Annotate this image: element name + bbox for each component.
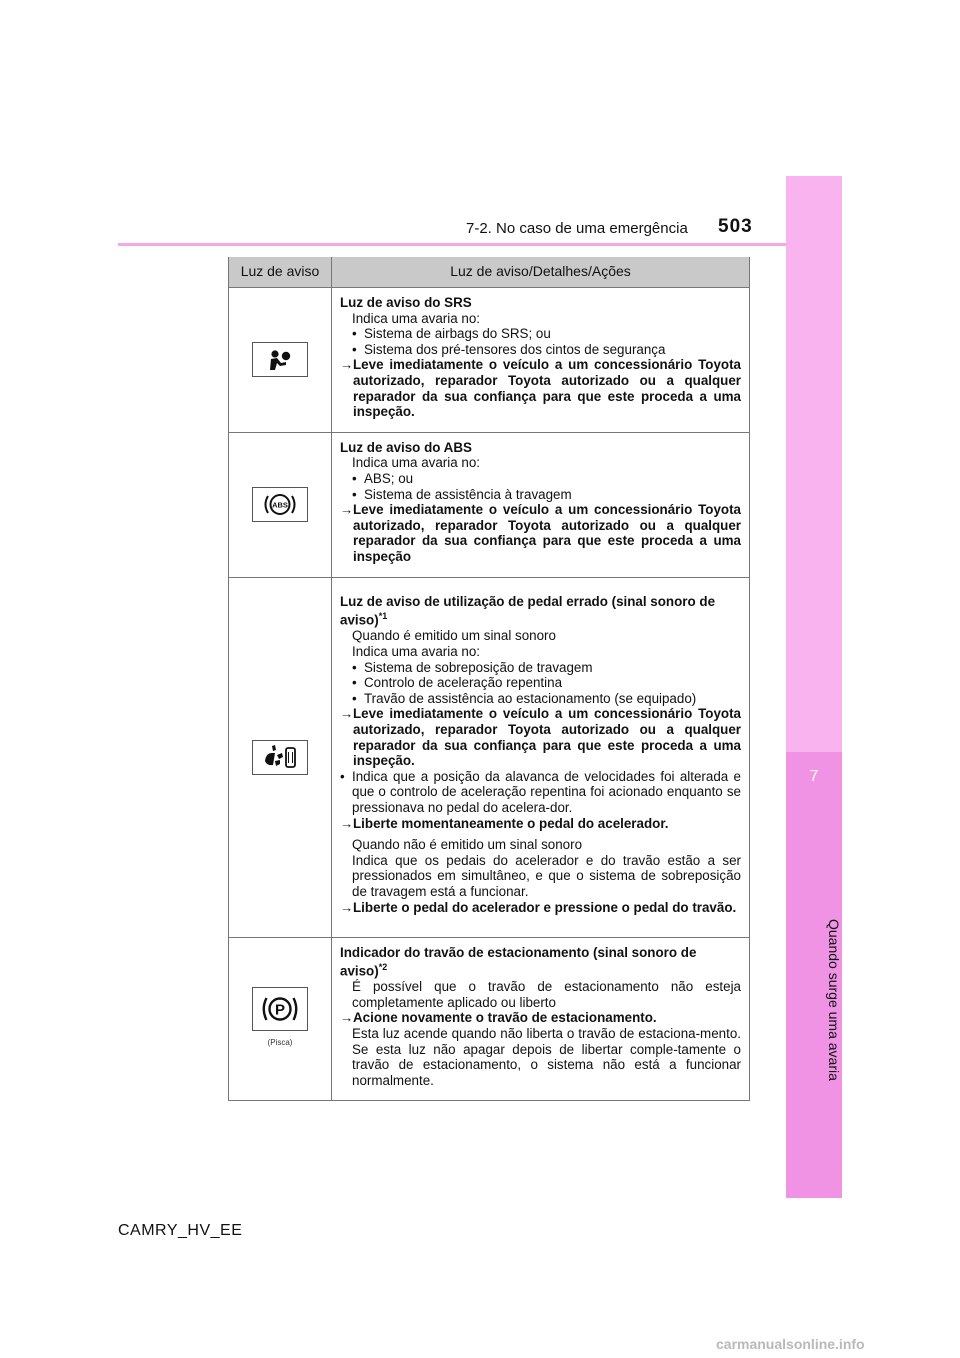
list-item: • ABS; ou (352, 470, 414, 486)
row-intro: Indica uma avaria no: (352, 644, 481, 660)
svg-text:ABS: ABS (272, 500, 288, 510)
icon-caption: (Pisca) (267, 1038, 293, 1048)
action-text: → Liberte momentaneamente o pedal do acelerador. (340, 815, 669, 831)
action-text: → Acione novamente o travão de estacionamento. (340, 1010, 657, 1026)
list-item: • Sistema de assistência à travagem (352, 486, 572, 502)
row-title: Luz de aviso de utilização de pedal errado (sinal sonoro de aviso)$^{*1}$ (340, 593, 716, 628)
list-item: • Indica que a posição da alavanca de velocidades foi alterada e que o controlo de aceleração repentina foi acionado enquanto se pressionava no pedal do acelera-dor. (340, 768, 741, 816)
row-intro: Indica uma avaria no: (352, 310, 481, 326)
svg-text:P: P (274, 1001, 286, 1019)
description-cell (332, 937, 750, 1101)
column-header-details: Luz de aviso/Detalhes/Ações (332, 257, 750, 288)
header-rule (118, 243, 840, 246)
chapter-number: 7 (809, 768, 819, 785)
table-row (229, 937, 750, 1101)
row-text: É possível que o travão de estacionamento não esteja completamente aplicado ou liberto (352, 979, 741, 1010)
parking-brake-icon (252, 987, 308, 1031)
list-item: • Controlo de aceleração repentina (352, 675, 563, 691)
description-cell (332, 577, 750, 937)
table-row (229, 288, 750, 433)
section-title: 7-2. No caso de uma emergência (466, 220, 688, 237)
table-header (229, 257, 750, 288)
description-cell (332, 432, 750, 577)
abs-icon (252, 487, 308, 522)
description-cell (332, 288, 750, 433)
srs-airbag-icon (252, 342, 308, 377)
action-text: → Leve imediatamente o veículo a um concessionário Toyota autorizado, reparador Toyota autorizado ou a qualquer reparador da sua confiança para que este proceda a uma inspeção. (340, 706, 741, 769)
action-text: → Leve imediatamente o veículo a um concessionário Toyota autorizado, reparador Toyota autorizado ou a qualquer reparador da sua confiança para que este proceda a uma inspeção (340, 502, 741, 564)
list-item: • Sistema dos pré-tensores dos cintos de segurança (352, 341, 666, 357)
page-number: 503 (718, 216, 753, 237)
chapter-title: Quando surge uma avaria (826, 919, 842, 1081)
pedal-misapplication-icon (252, 740, 308, 775)
column-header-light: Luz de aviso (229, 257, 332, 288)
warning-lights-table (228, 257, 750, 1101)
row-subheading: Quando é emitido um sinal sonoro (352, 628, 556, 644)
row-title: Luz de aviso do ABS (340, 439, 472, 455)
model-code: CAMRY_HV_EE (118, 1222, 243, 1239)
icon-cell (229, 937, 332, 1101)
action-text: → Leve imediatamente o veículo a um concessionário Toyota autorizado, reparador Toyota autorizado ou a qualquer reparador da sua confiança para que este proceda a uma inspeção. (340, 357, 741, 420)
icon-cell (229, 288, 332, 433)
list-item: • Travão de assistência ao estacionamento (se equipado) (352, 690, 697, 706)
table-row (229, 577, 750, 937)
list-item: • Sistema de airbags do SRS; ou (352, 326, 551, 342)
watermark: carmanualsonline.info (716, 1336, 865, 1352)
row-title: Luz de aviso do SRS (340, 295, 472, 310)
icon-cell (229, 432, 332, 577)
row-subheading: Quando não é emitido um sinal sonoro (352, 837, 583, 853)
action-text: → Liberte o pedal do acelerador e pressione o pedal do travão. (340, 899, 737, 915)
row-text: Indica que os pedais do acelerador e do travão estão a ser pressionados em simultâneo, e que o sistema de sobreposição de travagem está a funcionar. (352, 852, 741, 899)
row-text: Esta luz acende quando não liberta o travão de estaciona-mento. Se esta luz não apagar depois de libertar comple-tamente o travão de estacionamento, o sistema não está a funcionar normalmente. (352, 1025, 741, 1088)
row-intro: Indica uma avaria no: (352, 455, 481, 471)
row-title: Indicador do travão de estacionamento (sinal sonoro de aviso)$^{*2}$ (340, 944, 697, 979)
list-item: • Sistema de sobreposição de travagem (352, 659, 593, 675)
icon-cell (229, 577, 332, 937)
table-row (229, 432, 750, 577)
